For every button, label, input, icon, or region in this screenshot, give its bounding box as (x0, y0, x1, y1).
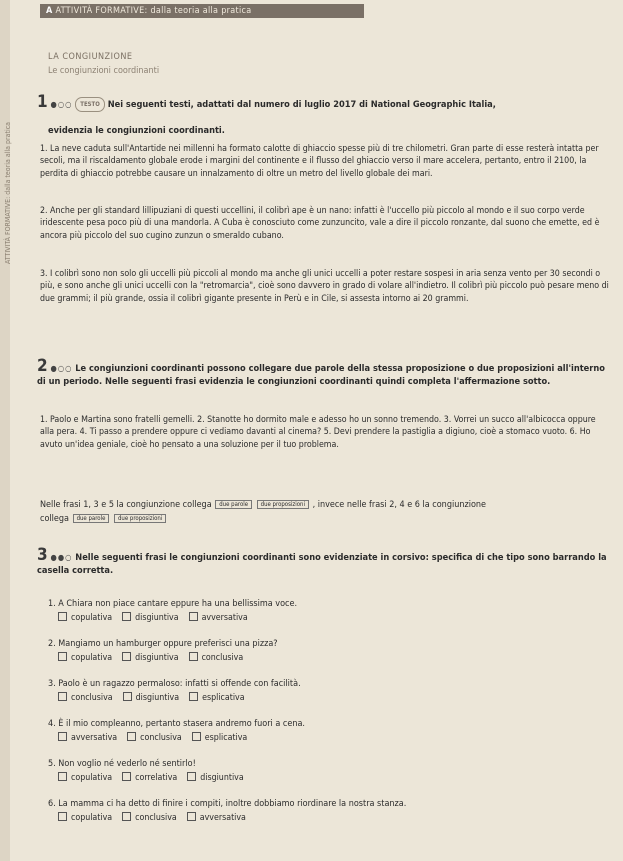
checkbox-icon[interactable] (58, 812, 67, 821)
option-label: copulativa (71, 773, 113, 783)
option-label: copulativa (71, 653, 113, 663)
checkbox-icon[interactable] (122, 772, 131, 781)
checkbox-icon[interactable] (187, 772, 196, 781)
exercise-3-instructions: Nelle seguenti frasi le congiunzioni coordinanti sono evidenziate in corsivo: specifica di che tipo sono barrando la casella corretta. (37, 552, 607, 576)
checkbox-icon[interactable] (58, 692, 67, 701)
option-label: copulativa (71, 613, 113, 623)
option-label: disgiuntiva (135, 653, 179, 663)
checkbox-icon[interactable] (122, 652, 131, 661)
side-label: ATTIVITÀ FORMATIVE: dalla teoria alla pratica (4, 121, 12, 264)
option-label: copulativa (71, 813, 113, 823)
checkbox-icon[interactable] (58, 732, 67, 741)
question-6-options (58, 812, 256, 823)
option-label: avversativa (199, 813, 246, 823)
option-checkbox-avversativa[interactable] (58, 732, 117, 743)
option-label: esplicativa (204, 733, 248, 743)
option-checkbox-conclusiva[interactable] (122, 812, 177, 823)
option-label: conclusiva (135, 813, 177, 823)
question-2: 2. Mangiamo un hamburger oppure preferisci una pizza? (48, 639, 278, 649)
option-checkbox-copulativa[interactable] (58, 772, 112, 783)
question-4-options (58, 732, 257, 743)
question-2-options (58, 652, 253, 663)
question-5-options (58, 772, 254, 783)
option-checkbox-disgiuntiva[interactable] (123, 692, 179, 703)
banner-title: ATTIVITÀ FORMATIVE: dalla teoria alla pratica (55, 6, 252, 16)
option-label: avversativa (201, 613, 248, 623)
option-checkbox-conclusiva[interactable] (189, 652, 244, 663)
option-label: conclusiva (201, 653, 244, 663)
option-label: conclusiva (140, 733, 182, 743)
option-checkbox-avversativa[interactable] (189, 612, 248, 623)
checkbox-icon[interactable] (123, 692, 132, 701)
exercise-1-item-3: 3. I colibrì sono non solo gli uccelli più piccoli al mondo ma anche gli unici uccelli a poter restare sospesi in aria senza vento per 30 secondi o più, e sono anche gli unici uccelli con la "retromarcia", cioè sono davvero in grado di volare all'indietro. Il colibrì più piccolo può pesare meno di due grammi; il più grande, ossia il colibrì gigante presente in Perù e in Cile, si assesta intorno ai 20 grammi. (40, 269, 609, 304)
fill-option-4[interactable]: due proposizioni (114, 514, 166, 523)
question-1: 1. A Chiara non piace cantare eppure ha una bellissima voce. (48, 599, 298, 609)
exercise-2-number: 2 (37, 356, 48, 376)
checkbox-icon[interactable] (122, 812, 131, 821)
fill-option-1[interactable]: due parole (215, 500, 252, 509)
option-checkbox-disgiuntiva[interactable] (122, 652, 178, 663)
exercise-2-fill-line-2: collega due parole due proposizioni (40, 514, 167, 524)
exercise-2-fill-line: Nelle frasi 1, 3 e 5 la congiunzione collega due parole due proposizioni , invece nelle frasi 2, 4 e 6 la congiunzione (40, 500, 487, 510)
question-5: 5. Non voglio né vederlo né sentirlo! (48, 759, 196, 769)
fill-option-2[interactable]: due proposizioni (257, 500, 309, 509)
exercise-1-intro: Nei seguenti testi, adattati dal numero di luglio 2017 di National Geographic Italia, (107, 99, 496, 110)
checkbox-icon[interactable] (58, 612, 67, 621)
checkbox-icon[interactable] (122, 612, 131, 621)
exercise-1-item-1: 1. La neve caduta sull'Antartide nei millenni ha formato calotte di ghiaccio spesse più di tre chilometri. Gran parte di esse resterà intatta per secoli, ma il riscaldamento globale erode i margini del continente e il flusso del ghiaccio verso il mare accelera, pertanto, entro il 2100, la perdita di ghiaccio potrebbe causare un innalzamento di oltre un metro del livello globale dei mari. (40, 144, 599, 179)
option-checkbox-copulativa[interactable] (58, 612, 112, 623)
difficulty-dots: ●○○ (50, 364, 73, 373)
exercise-1-heading (37, 92, 613, 112)
checkbox-icon[interactable] (127, 732, 136, 741)
exercise-3-number: 3 (37, 545, 48, 565)
option-checkbox-avversativa[interactable] (187, 812, 246, 823)
exercise-1-item-2: 2. Anche per gli standard lillipuziani di questi uccellini, il colibrì ape è un nano: infatti è l'uccello più piccolo al mondo e il suo corpo verde iridescente pesa poco più di una mandorla. A Cuba è conosciuto come zunzuncito, vale a dire il piccolo ronzante, dal suono che emette, ed è ancora più piccolo del suo cugino zunzun o smeraldo cubano. (40, 206, 600, 241)
option-checkbox-disgiuntiva[interactable] (122, 612, 178, 623)
question-4: 4. È il mio compleanno, pertanto stasera andremo fuori a cena. (48, 719, 306, 729)
exercise-1-intro-line2: evidenzia le congiunzioni coordinanti. (48, 125, 225, 136)
fill-option-3[interactable]: due parole (73, 514, 110, 523)
exercise-2-heading (37, 356, 613, 388)
option-checkbox-disgiuntiva[interactable] (187, 772, 243, 783)
option-label: disgiuntiva (135, 613, 179, 623)
option-checkbox-esplicativa[interactable] (189, 692, 244, 703)
checkbox-icon[interactable] (58, 772, 67, 781)
option-label: esplicativa (202, 693, 245, 703)
section-title: LA CONGIUNZIONE (48, 52, 133, 62)
option-checkbox-esplicativa[interactable] (192, 732, 247, 743)
checkbox-icon[interactable] (58, 652, 67, 661)
banner-prefix: A (46, 6, 53, 16)
difficulty-dots: ●○○ (50, 100, 73, 109)
option-checkbox-copulativa[interactable] (58, 652, 112, 663)
exercise-2-instructions: Le congiunzioni coordinanti possono collegare due parole della stessa proposizione o due proposizioni all'interno di un periodo. Nelle seguenti frasi evidenzia le congiunzioni coordinanti quindi completa l'affermazione sotto. (37, 363, 605, 387)
checkbox-icon[interactable] (187, 812, 196, 821)
exercise-1-number: 1 (37, 92, 48, 112)
option-label: disgiuntiva (200, 773, 244, 783)
difficulty-dots: ●●○ (50, 553, 73, 562)
question-6: 6. La mamma ci ha detto di finire i compiti, inoltre dobbiamo riordinare la nostra stanza. (48, 799, 407, 809)
option-checkbox-conclusiva[interactable] (58, 692, 113, 703)
top-banner (40, 4, 364, 18)
option-label: avversativa (71, 733, 118, 743)
option-label: disgiuntiva (135, 693, 180, 703)
question-1-options (58, 612, 258, 623)
subsection-title: Le congiunzioni coordinanti (48, 66, 160, 76)
checkbox-icon[interactable] (189, 612, 198, 621)
checkbox-icon[interactable] (189, 692, 198, 701)
option-checkbox-copulativa[interactable] (58, 812, 112, 823)
option-label: conclusiva (71, 693, 113, 703)
exercise-3-heading (37, 545, 613, 577)
option-checkbox-conclusiva[interactable] (127, 732, 182, 743)
option-label: correlativa (135, 773, 178, 783)
checkbox-icon[interactable] (189, 652, 198, 661)
option-checkbox-correlativa[interactable] (122, 772, 177, 783)
question-3-options (58, 692, 255, 703)
question-3: 3. Paolo è un ragazzo permaloso: infatti si offende con facilità. (48, 679, 301, 689)
text-tag: TESTO (75, 97, 105, 112)
exercise-2-text: 1. Paolo e Martina sono fratelli gemelli. 2. Stanotte ho dormito male e adesso ho un sonno tremendo. 3. Vorrei un succo all'albicocca oppure alla pera. 4. Ti passo a prendere oppure ci vediamo davanti al cinema? 5. Devi prendere la pastiglia a digiuno, cioè a stomaco vuoto. 6. Ho avuto un'idea geniale, cioè ho pensato a una soluzione per il tuo problema. (40, 415, 596, 450)
checkbox-icon[interactable] (192, 732, 201, 741)
